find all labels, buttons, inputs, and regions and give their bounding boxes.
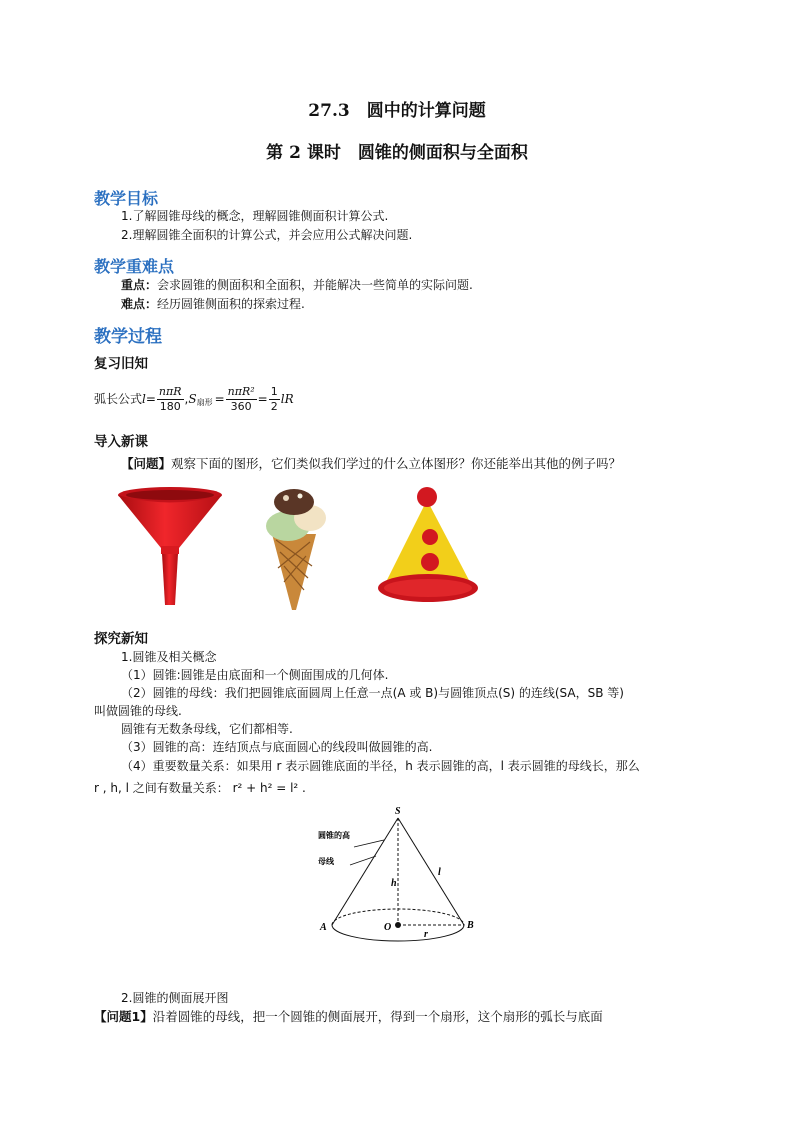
explore-p3b: 叫做圆锥的母线. [94, 704, 182, 718]
focus-label: 重点： [121, 278, 158, 292]
label-l: l [438, 867, 441, 878]
explore-p1: 1.圆锥及相关概念 [121, 650, 217, 664]
label-h: h [391, 878, 397, 889]
formula-S-sub: 扇形 [196, 398, 213, 407]
explore-p2: （1）圆锥:圆锥是由底面和一个侧面围成的几何体. [121, 668, 389, 682]
cone-diagram [300, 800, 490, 960]
center-point [395, 922, 401, 928]
frac1-den: 180 [159, 399, 181, 413]
focus-text: 会求圆锥的侧面积和全面积，并能解决一些简单的实际问题. [157, 278, 473, 292]
page-title: 27.3 圆中的计算问题 [308, 101, 486, 121]
party-hat-image [371, 484, 489, 610]
question-1-label: 【问题1】 [94, 1009, 153, 1024]
intro-question [121, 455, 621, 473]
funnel-image [109, 478, 230, 615]
process-heading: 教学过程 [94, 327, 162, 347]
fraction-sector [226, 385, 257, 414]
formula-eq-3: = [257, 392, 268, 406]
formula-lR: lR [280, 392, 294, 406]
label-A: A [320, 922, 327, 933]
frac2-den: 360 [230, 399, 252, 413]
question-1-text: 沿着圆锥的母线，把一个圆锥的侧面展开，得到一个扇形，这个扇形的弧长与底面 [152, 1009, 603, 1024]
formula-eq: = [145, 392, 156, 406]
goals-heading: 教学目标 [94, 189, 159, 208]
label-O: O [384, 922, 392, 933]
label-B: B [467, 920, 474, 931]
height-pointer [354, 840, 384, 847]
label-generatrix: 母线 [318, 857, 334, 866]
difficulty-label: 难点： [121, 297, 158, 311]
goal-item-2: 2.理解圆锥全面积的计算公式，并会应用公式解决问题. [121, 228, 413, 242]
label-S: S [395, 806, 401, 817]
explore-p4: 圆锥有无数条母线，它们都相等. [121, 722, 293, 736]
arc-length-formula [94, 381, 294, 417]
frac2-num: nπR² [227, 384, 255, 398]
fraction-arc [157, 385, 184, 414]
key-points-heading: 教学重难点 [94, 257, 175, 276]
focus-line [121, 276, 473, 294]
explore-heading: 探究新知 [94, 631, 148, 647]
frac1-num: nπR [158, 384, 182, 398]
difficulty-text: 经历圆锥侧面积的探索过程. [157, 297, 305, 311]
label-r: r [424, 929, 428, 940]
icecream-image [248, 486, 340, 614]
fraction-half [269, 385, 280, 414]
question-label: 【问题】 [121, 456, 172, 471]
explore-p6: （4）重要数量关系：如果用 r 表示圆锥底面的半径，h 表示圆锥的高，l 表示圆锥的母线长，那么 [121, 759, 640, 773]
formula-eq-2: = [214, 392, 225, 406]
formula-l: l [142, 392, 146, 406]
explore-p5: （3）圆锥的高：连结顶点与底面圆心的线段叫做圆锥的高. [121, 740, 433, 754]
question-1 [94, 1008, 603, 1026]
formula-prefix: 弧长公式 [94, 392, 143, 406]
review-heading: 复习旧知 [94, 356, 148, 372]
page-subtitle: 第 2 课时 圆锥的侧面积与全面积 [266, 143, 528, 163]
explore-p7: r , h, l 之间有数量关系： r² + h² = l² . [94, 781, 306, 795]
formula-comma: , [184, 392, 189, 406]
explore-p8: 2.圆锥的侧面展开图 [121, 991, 229, 1005]
goal-item-1: 1.了解圆锥母线的概念，理解圆锥侧面积计算公式. [121, 209, 389, 223]
formula-S: S [188, 392, 197, 406]
difficulty-line [121, 295, 305, 313]
question-text: 观察下面的图形，它们类似我们学过的什么立体图形？你还能举出其他的例子吗？ [171, 456, 622, 471]
frac3-num: 1 [270, 384, 278, 398]
intro-heading: 导入新课 [94, 434, 148, 450]
explore-p3: （2）圆锥的母线：我们把圆锥底面圆周上任意一点(A 或 B)与圆锥顶点(S) 的连线(SA，SB 等) [121, 686, 624, 700]
label-cone-height: 圆锥的高 [318, 831, 350, 840]
frac3-den: 2 [270, 399, 278, 413]
